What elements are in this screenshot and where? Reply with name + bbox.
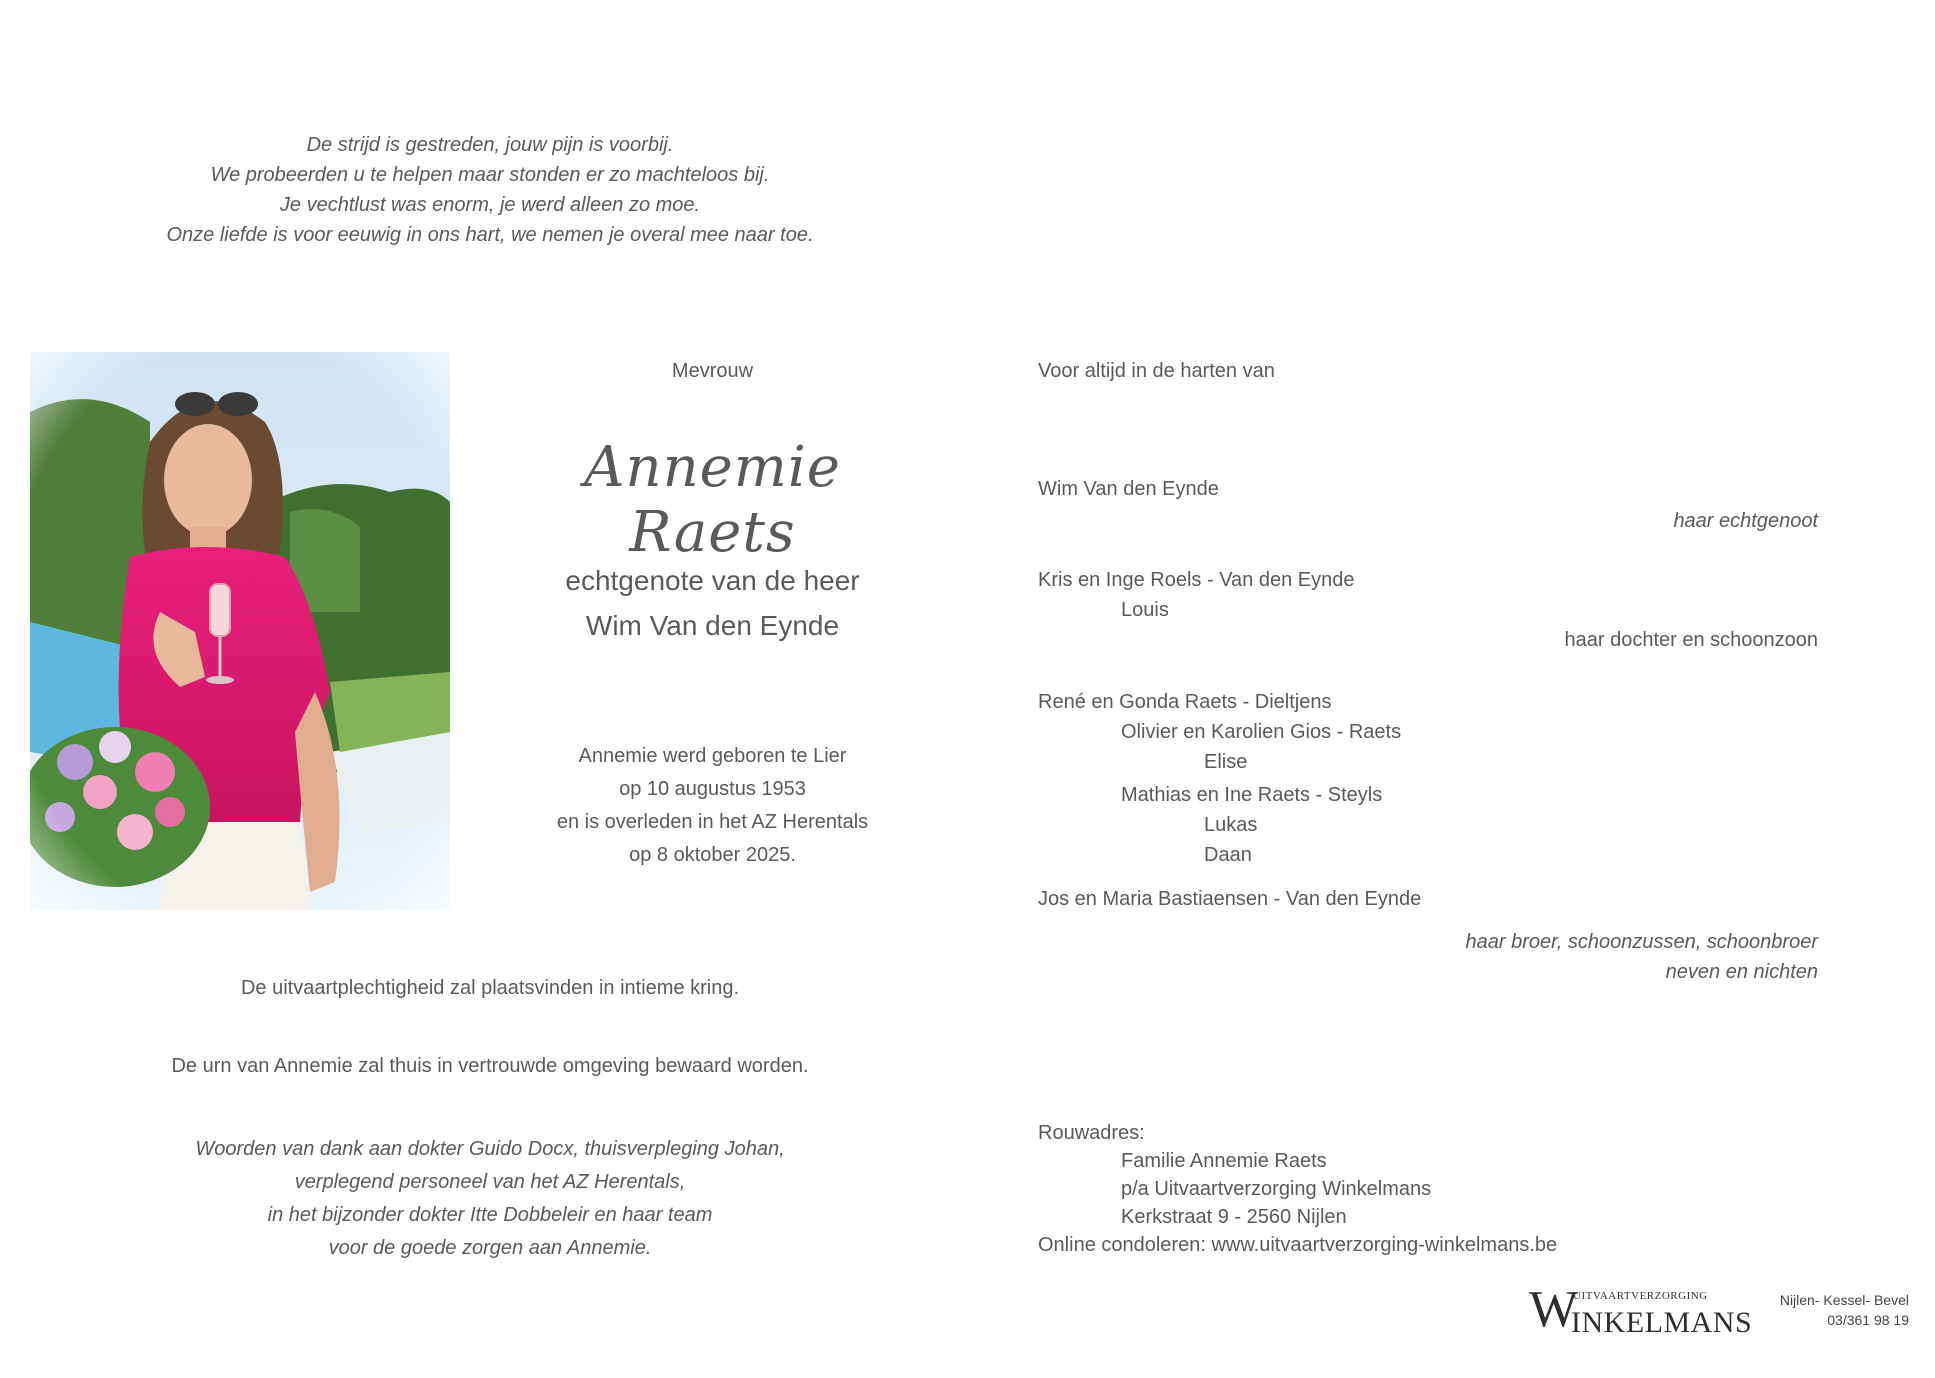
- relation-label: neven en nichten: [1665, 961, 1818, 983]
- family-member: Jos en Maria Bastiaensen - Van den Eynde: [1038, 888, 1422, 910]
- thanks-line: voor de goede zorgen aan Annemie.: [328, 1237, 652, 1259]
- address-line: Kerkstraat 9 - 2560 Nijlen: [1121, 1206, 1347, 1228]
- logo-name: INKELMANS: [1571, 1306, 1753, 1339]
- family-member: Olivier en Karolien Gios - Raets: [1121, 721, 1402, 743]
- family-member: Elise: [1204, 751, 1248, 773]
- deceased-name: Annemie Raets: [584, 435, 841, 565]
- family-member: Daan: [1204, 844, 1252, 866]
- ceremony-notice: De uitvaartplechtigheid zal plaatsvinden in intieme kring.: [240, 977, 740, 999]
- family-member: Lukas: [1204, 814, 1258, 836]
- birth-death-info: [500, 740, 925, 872]
- family-member: René en Gonda Raets - Dieltjens: [1038, 691, 1332, 713]
- family-member: Wim Van den Eynde: [1038, 478, 1219, 500]
- thanks-line: verplegend personeel van het AZ Herentals,: [294, 1171, 686, 1193]
- born-line: en is overleden in het AZ Herentals: [556, 811, 869, 833]
- poem-line: We probeerden u te helpen maar stonden er zo machteloos bij.: [210, 164, 770, 186]
- logo-contact: [1780, 1290, 1909, 1330]
- relation-label: haar broer, schoonzussen, schoonbroer: [1465, 931, 1818, 953]
- funeral-home-logo: [1529, 1282, 1909, 1340]
- poem-line: De strijd is gestreden, jouw pijn is voorbij.: [306, 134, 674, 156]
- family-member: Louis: [1121, 599, 1169, 621]
- logo-mark: [1529, 1281, 1753, 1340]
- thanks-line: in het bijzonder dokter Itte Dobbeleir en haar team: [267, 1204, 713, 1226]
- thanks-notice: [80, 1133, 900, 1265]
- honorific: Mevrouw: [671, 360, 754, 382]
- family-intro: Voor altijd in de harten van: [1038, 360, 1275, 382]
- thanks-line: Woorden van dank aan dokter Guido Docx, thuisverpleging Johan,: [195, 1138, 785, 1160]
- born-line: op 10 augustus 1953: [619, 778, 806, 800]
- family-list: [1038, 0, 1818, 1378]
- poem-line: Onze liefde is voor eeuwig in ons hart, we nemen je overal mee naar toe.: [166, 224, 814, 246]
- spouse-info: [500, 558, 925, 648]
- spouse-name: Wim Van den Eynde: [585, 610, 840, 641]
- spouse-line: echtgenote van de heer: [565, 565, 860, 596]
- family-member: Mathias en Ine Raets - Steyls: [1121, 784, 1383, 806]
- logo-phone: 03/361 98 19: [1827, 1312, 1909, 1328]
- logo-locations: Nijlen- Kessel- Bevel: [1779, 1292, 1909, 1308]
- logo-subtitle: UITVAARTVERZORGING: [1573, 1290, 1708, 1302]
- address-line: p/a Uitvaartverzorging Winkelmans: [1121, 1178, 1432, 1200]
- poem: [80, 130, 900, 250]
- relation-label: haar dochter en schoonzoon: [1564, 629, 1818, 651]
- portrait-photo: [30, 352, 450, 910]
- online-condolence-link[interactable]: Online condoleren: www.uitvaartverzorging-winkelmans.be: [1038, 1234, 1558, 1256]
- logo-initial: W: [1529, 1281, 1579, 1338]
- born-line: Annemie werd geboren te Lier: [578, 745, 847, 767]
- relation-label: haar echtgenoot: [1673, 510, 1818, 532]
- urn-notice: De urn van Annemie zal thuis in vertrouwde omgeving bewaard worden.: [171, 1055, 809, 1077]
- born-line: op 8 oktober 2025.: [629, 844, 796, 866]
- poem-line: Je vechtlust was enorm, je werd alleen zo moe.: [279, 194, 701, 216]
- address-label: Rouwadres:: [1038, 1122, 1145, 1144]
- address-line: Familie Annemie Raets: [1121, 1150, 1327, 1172]
- family-member: Kris en Inge Roels - Van den Eynde: [1038, 569, 1355, 591]
